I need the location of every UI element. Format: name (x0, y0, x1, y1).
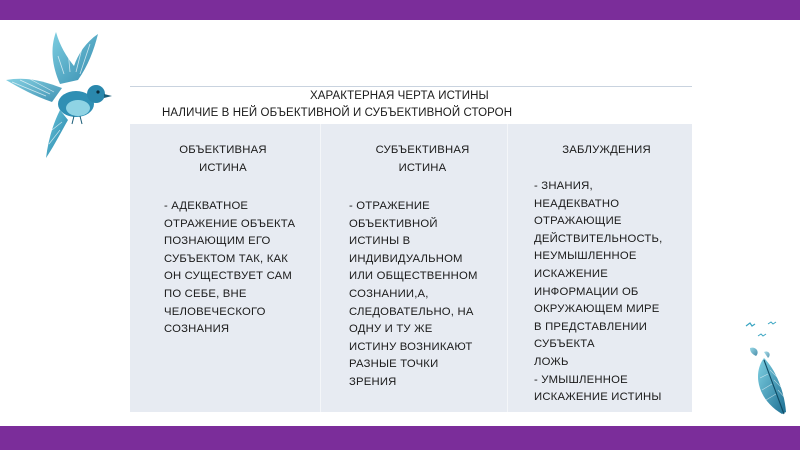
column-delusions (507, 124, 693, 412)
bottom-accent-bar (0, 426, 800, 450)
column-description: - ОТРАЖЕНИЕ ОБЪЕКТИВНОЙ ИСТИНЫ В ИНДИВИДУАЛЬНОМ ИЛИ ОБЩЕСТВЕННОМ СОЗНАНИИ,А, СЛЕДОВАТЕЛЬНО, НА ОДНУ И ТУ ЖЕ ИСТИНУ ВОЗНИКАЮТ РАЗНЫЕ ТОЧКИ ЗРЕНИЯ (349, 200, 478, 388)
column-title: СУБЪЕКТИВНАЯ ИСТИНА (375, 144, 470, 174)
column-description: - АДЕКВАТНОЕ ОТРАЖЕНИЕ ОБЪЕКТА ПОЗНАЮЩИМ ЕГО СУБЪЕКТОМ ТАК, КАК ОН СУЩЕСТВУЕТ САМ ПО СЕБЕ, ВНЕ ЧЕЛОВЕЧЕСКОГО СОЗНАНИЯ (164, 200, 296, 336)
column-description: - ЗНАНИЯ, НЕАДЕКВАТНО ОТРАЖАЮЩИЕ ДЕЙСТВИТЕЛЬНОСТЬ, НЕУМЫШЛЕННОЕ ИСКАЖЕНИЕ ИНФОРМАЦИИ ОБ ОКРУЖАЮЩЕМ МИРЕ В ПРЕДСТАВЛЕНИИ СУБЪЕКТА ЛОЖЬ - УМЫШЛЕННОЕ ИСКАЖЕНИЕ ИСТИНЫ (534, 180, 663, 404)
column-objective-truth (130, 124, 320, 412)
top-accent-bar (0, 0, 800, 20)
header-title: ХАРАКТЕРНАЯ ЧЕРТА ИСТИНЫ (310, 90, 489, 102)
feather-icon (738, 318, 796, 418)
truth-table (130, 86, 692, 412)
column-title: ЗАБЛУЖДЕНИЯ (562, 144, 651, 156)
table-body (130, 124, 692, 412)
column-subjective-truth (320, 124, 508, 412)
column-title: ОБЪЕКТИВНАЯ ИСТИНА (179, 144, 267, 174)
table-header (130, 86, 692, 125)
header-subtitle: НАЛИЧИЕ В НЕЙ ОБЪЕКТИВНОЙ И СУБЪЕКТИВНОЙ СТОРОН (162, 107, 513, 119)
bird-icon (2, 26, 120, 162)
